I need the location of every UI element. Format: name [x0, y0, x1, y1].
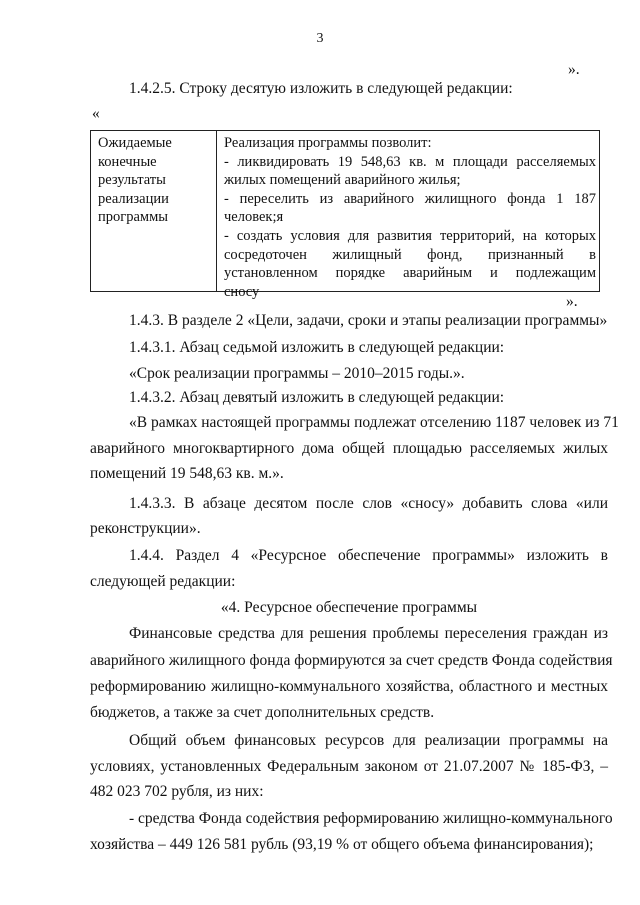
quote-1-4-3-2-line: помещений 19 548,63 кв. м.». [90, 465, 284, 482]
table-right-cell [224, 134, 596, 301]
para-total-line: 482 023 702 рубля, из них: [90, 783, 264, 800]
table-left-cell [98, 134, 210, 227]
right-cell-line: Реализация программы позволит: [224, 135, 432, 151]
item-1-4-3: 1.4.3. В разделе 2 «Цели, задачи, сроки и этапы реализации программы» [129, 312, 608, 329]
para-finance-line: бюджетов, а также за счет дополнительных средств. [90, 704, 435, 721]
left-cell-line: результаты [98, 172, 166, 189]
para-total-line: Общий объем финансовых ресурсов для реализации программы на [129, 732, 608, 749]
right-cell-line: установленном порядке аварийным и подлежащим [224, 265, 596, 282]
right-cell-line: - переселить из аварийного жилищного фонда 1 187 [224, 190, 596, 207]
page-number: 3 [316, 31, 324, 46]
para-finance-line: Финансовые средства для решения проблемы переселения граждан из [129, 625, 608, 642]
closing-quote-top: ». [568, 61, 580, 78]
quote-1-4-3-2-line: аварийного многоквартирного дома общей площадью расселяемых жилых [90, 440, 608, 457]
left-cell-line: программы [98, 209, 168, 226]
item-1-4-2-5: 1.4.2.5. Строку десятую изложить в следующей редакции: [129, 80, 513, 97]
right-cell-line: сносу [224, 283, 260, 300]
para-fund-line: хозяйства – 449 126 581 рубль (93,19 % от общего объема финансирования); [90, 836, 594, 853]
para-finance-line: аварийного жилищного фонда формируются за счет средств Фонда содействия [90, 652, 613, 669]
quote-1-4-3-2-line: «В рамках настоящей программы подлежат отселению 1187 человек из 71 [129, 414, 619, 431]
right-cell-line: человек;я [224, 209, 284, 226]
item-1-4-4-line: 1.4.4. Раздел 4 «Ресурсное обеспечение программы» изложить в [129, 547, 608, 564]
para-finance-line: реформированию жилищно-коммунального хозяйства, областного и местных [90, 678, 608, 695]
item-1-4-3-3-line: реконструкции». [90, 520, 201, 537]
opening-quote: « [92, 105, 100, 122]
left-cell-line: Ожидаемые [98, 135, 172, 151]
section-title: «4. Ресурсное обеспечение программы [220, 599, 478, 616]
item-1-4-3-2: 1.4.3.2. Абзац девятый изложить в следующей редакции: [129, 389, 505, 406]
closing-quote-table: ». [566, 293, 578, 310]
item-1-4-3-3-line: 1.4.3.3. В абзаце десятом после слов «сносу» добавить слова «или [129, 495, 608, 512]
para-fund-line: - средства Фонда содействия реформированию жилищно-коммунального [129, 810, 613, 827]
item-1-4-4-line: следующей редакции: [90, 573, 236, 590]
right-cell-line: сосредоточен жилищный фонд, признанный в [224, 246, 596, 263]
table-divider [216, 131, 217, 291]
quote-1-4-3-1: «Срок реализации программы – 2010–2015 годы.». [129, 365, 465, 382]
para-total-line: условиях, установленных Федеральным законом от 21.07.2007 № 185-ФЗ, – [90, 758, 608, 775]
item-1-4-3-1: 1.4.3.1. Абзац седьмой изложить в следующей редакции: [129, 339, 505, 356]
right-cell-line: - ликвидировать 19 548,63 кв. м площади расселяемых [224, 153, 596, 170]
results-table [90, 130, 600, 300]
right-cell-line: - создать условия для развития территорий, на которых [224, 227, 596, 244]
right-cell-line: жилых помещений аварийного жилья; [224, 172, 461, 189]
left-cell-line: реализации [98, 190, 169, 207]
left-cell-line: конечные [98, 153, 157, 170]
